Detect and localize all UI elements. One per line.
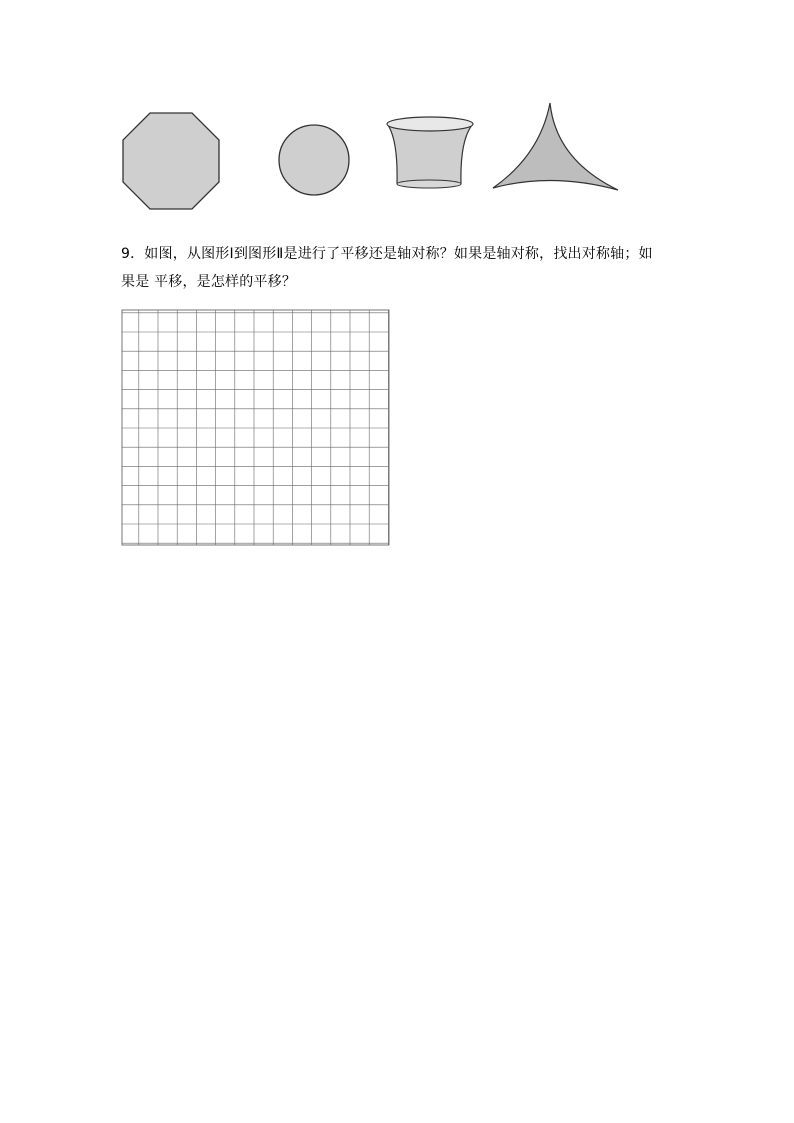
circle-shape xyxy=(276,123,352,199)
figure-1-svg xyxy=(119,307,394,562)
octagon-shape xyxy=(122,112,220,210)
question-9 xyxy=(121,240,681,296)
flared-cup-shape xyxy=(384,113,476,193)
question-line-1: 9．如图，从图形Ⅰ到图形Ⅱ是进行了平移还是轴对称？如果是轴对称，找出对称轴；如 xyxy=(121,246,653,262)
figure-2-svg xyxy=(126,570,408,828)
question-line-2: 果是 平移，是怎样的平移？ xyxy=(121,274,297,290)
coordinate-figure-2 xyxy=(126,570,408,832)
grid xyxy=(122,310,389,545)
curved-triangle-shape xyxy=(490,100,620,194)
coordinate-figure-1 xyxy=(119,307,394,566)
